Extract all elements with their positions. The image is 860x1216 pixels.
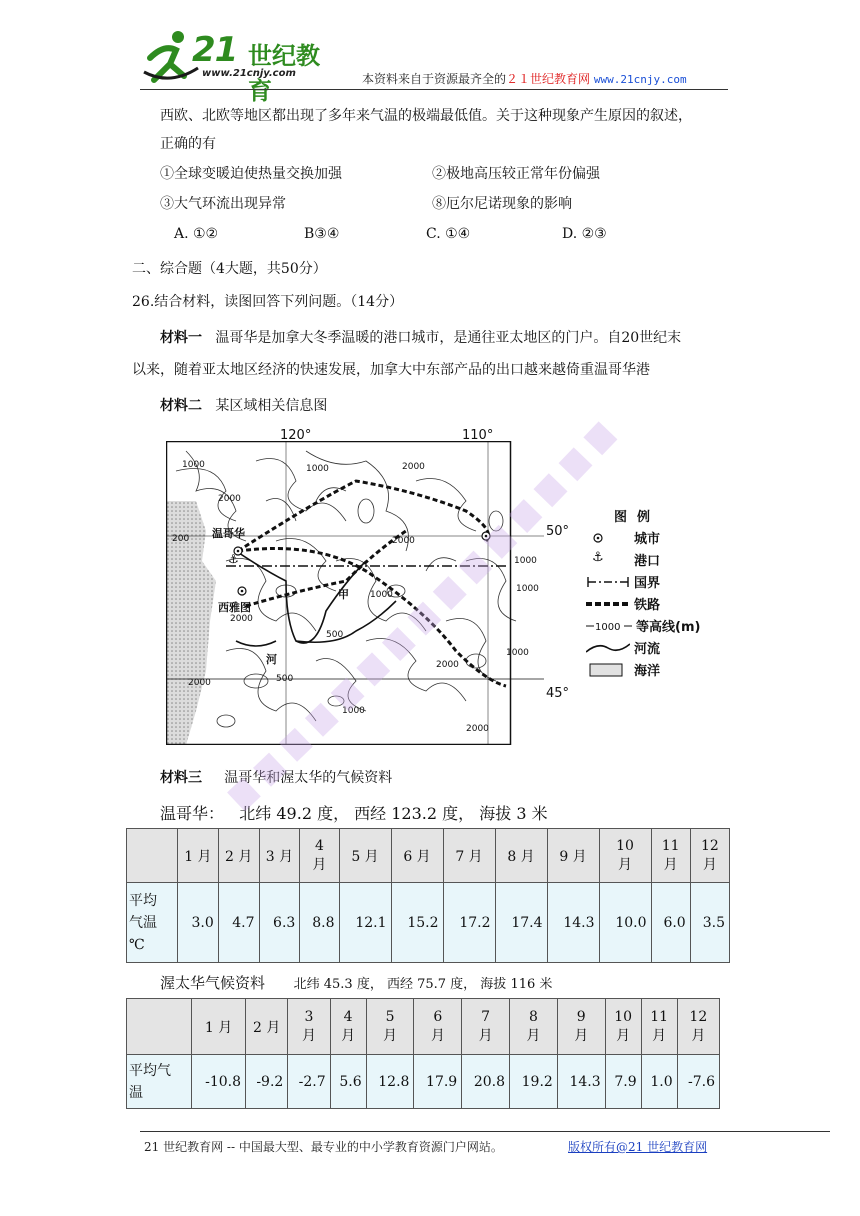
header-divider <box>140 89 728 90</box>
section-heading: 二、综合题（4大题，共50分） <box>132 261 327 277</box>
material1-text-2: 以来，随着亚太地区经济的快速发展，加拿大中东部产品的出口越来越倚重温哥华港 <box>132 362 650 378</box>
temp-cell: 4.7 <box>218 883 259 963</box>
month-header: 3 月 <box>288 999 330 1055</box>
temp-cell: 12.1 <box>339 883 391 963</box>
label-seattle: 西雅图 <box>218 601 251 614</box>
region-map <box>166 441 544 745</box>
table-row <box>127 883 730 963</box>
footer-copyright-link[interactable]: 版权所有@21 世纪教育网 <box>568 1140 708 1154</box>
legend-title: 图例 <box>614 510 661 525</box>
ottawa-climate-table <box>126 998 720 1109</box>
svg-text:2000: 2000 <box>188 678 211 688</box>
header-text <box>362 70 687 87</box>
month-header: 10 月 <box>599 829 651 883</box>
table-corner <box>127 999 192 1055</box>
label-vancouver: 温哥华 <box>212 527 245 540</box>
month-header: 3 月 <box>259 829 300 883</box>
q25-option-1: ①全球变暖迫使热量交换加强 <box>160 166 342 182</box>
temp-cell: 19.2 <box>510 1055 558 1109</box>
temp-cell: -9.2 <box>246 1055 288 1109</box>
temp-cell: 10.0 <box>599 883 651 963</box>
logo-chinese: 世纪教育 <box>248 42 320 105</box>
site-logo <box>140 28 340 105</box>
row-label: 平均 气温 ℃ <box>127 883 178 963</box>
month-header: 8 月 <box>495 829 547 883</box>
month-header: 10 月 <box>605 999 641 1055</box>
month-header: 6 月 <box>391 829 443 883</box>
temp-cell: 6.0 <box>651 883 690 963</box>
svg-text:1000: 1000 <box>370 590 393 600</box>
material2-text: 某区域相关信息图 <box>215 398 328 414</box>
q25-choice-a: A. ①② <box>174 226 219 242</box>
legend-river: 河流 <box>586 638 726 658</box>
q25-option-3: ③大气环流出现异常 <box>160 196 286 212</box>
temp-cell: 6.3 <box>259 883 300 963</box>
temp-cell: 7.9 <box>605 1055 641 1109</box>
material3-text: 温哥华和渥太华的气候资料 <box>224 770 393 786</box>
ocean-icon <box>586 662 630 678</box>
month-header: 9 月 <box>557 999 605 1055</box>
temp-cell: -2.7 <box>288 1055 330 1109</box>
svg-text:2000: 2000 <box>436 660 459 670</box>
svg-text:1000: 1000 <box>506 648 529 658</box>
temp-cell: 17.4 <box>495 883 547 963</box>
month-header: 7 月 <box>443 829 495 883</box>
table-row <box>127 1055 720 1109</box>
month-header: 2 月 <box>218 829 259 883</box>
city-icon <box>586 530 630 546</box>
month-header: 9 月 <box>547 829 599 883</box>
header-site-url[interactable]: www.21cnjy.com <box>593 73 687 86</box>
q25-choice-c: C. ①④ <box>426 226 471 242</box>
legend-city: 城市 <box>586 528 726 548</box>
material3-label: 材料三 <box>160 770 202 786</box>
month-header: 12 月 <box>690 829 729 883</box>
vancouver-climate-table <box>126 828 730 963</box>
contour-icon <box>586 618 632 634</box>
svg-text:2000: 2000 <box>218 494 241 504</box>
svg-text:1000: 1000 <box>595 622 621 633</box>
svg-text:1000: 1000 <box>306 464 329 474</box>
temp-cell: 15.2 <box>391 883 443 963</box>
ottawa-caption-info: 北纬 45.3 度， 西经 75.7 度， 海拔 116 米 <box>293 977 553 992</box>
q25-choice-b: B③④ <box>304 226 340 242</box>
temp-cell: 14.3 <box>557 1055 605 1109</box>
logo-21: 21 <box>192 30 238 70</box>
svg-text:2000: 2000 <box>402 462 425 472</box>
svg-text:500: 500 <box>326 630 344 640</box>
svg-text:500: 500 <box>276 674 294 684</box>
svg-text:1000: 1000 <box>342 706 365 716</box>
svg-text:1000: 1000 <box>516 584 539 594</box>
q25-option-2: ②极地高压较正常年份偏强 <box>432 166 600 182</box>
logo-url: www.21cnjy.com <box>202 68 296 79</box>
material2-label: 材料二 <box>160 398 202 414</box>
row-label: 平均气 温 <box>127 1055 192 1109</box>
q25-option-4: ⑧厄尔尼诺现象的影响 <box>432 196 572 212</box>
month-header: 11 月 <box>641 999 677 1055</box>
legend-contour: 1000 等高线(m) <box>586 616 726 636</box>
svg-text:2000: 2000 <box>230 614 253 624</box>
month-header: 4 月 <box>330 999 366 1055</box>
svg-text:2000: 2000 <box>466 724 489 734</box>
table-corner <box>127 829 178 883</box>
legend-border: 国界 <box>586 572 726 592</box>
temp-cell: -10.8 <box>192 1055 246 1109</box>
svg-text:2000: 2000 <box>392 536 415 546</box>
material1-text-1: 温哥华是加拿大冬季温暖的港口城市，是通往亚太地区的门户。自20世纪末 <box>215 330 682 346</box>
temp-cell: 17.2 <box>443 883 495 963</box>
svg-text:1000: 1000 <box>514 556 537 566</box>
footer-text: 21 世纪教育网 -- 中国最大型、最专业的中小学教育资源门户网站。 <box>144 1140 503 1154</box>
temp-cell: -7.6 <box>677 1055 719 1109</box>
anchor-icon: ⚓ <box>592 550 604 565</box>
lon-label-120: 120° <box>280 428 312 443</box>
river-icon <box>586 640 630 656</box>
railway-icon <box>586 596 630 612</box>
table-header-row <box>127 829 730 883</box>
month-header: 6 月 <box>414 999 462 1055</box>
temp-cell: 1.0 <box>641 1055 677 1109</box>
vancouver-caption-info: 北纬 49.2 度， 西经 123.2 度， 海拔 3 米 <box>239 804 548 823</box>
month-header: 11 月 <box>651 829 690 883</box>
label-river: 河 <box>266 653 277 666</box>
temp-cell: 20.8 <box>462 1055 510 1109</box>
month-header: 1 月 <box>192 999 246 1055</box>
header-prefix: 本资料来自于资源最齐全的 <box>362 72 507 86</box>
label-jia: 甲 <box>338 588 349 601</box>
legend-port: ⚓ 港口 <box>592 550 661 569</box>
temp-cell: 17.9 <box>414 1055 462 1109</box>
month-header: 5 月 <box>339 829 391 883</box>
header-site-name[interactable]: ２１世纪教育网 <box>506 72 591 86</box>
legend-ocean: 海洋 <box>586 660 726 680</box>
border-icon <box>586 574 630 590</box>
lon-label-110: 110° <box>462 428 494 443</box>
q25-line2: 正确的有 <box>160 136 216 152</box>
port-anchor-icon: ⚓ <box>228 552 239 566</box>
month-header: 7 月 <box>462 999 510 1055</box>
svg-text:1000: 1000 <box>182 460 205 470</box>
q25-line1: 西欧、北欧等地区都出现了多年来气温的极端最低值。关于这种现象产生原因的叙述， <box>160 108 692 124</box>
ottawa-caption <box>160 972 552 993</box>
footer-divider <box>140 1131 830 1132</box>
lat-label-50: 50° <box>546 524 570 539</box>
month-header: 2 月 <box>246 999 288 1055</box>
temp-cell: 3.5 <box>690 883 729 963</box>
month-header: 8 月 <box>510 999 558 1055</box>
svg-text:200: 200 <box>172 534 190 544</box>
legend-railway: 铁路 <box>586 594 726 614</box>
material1-label: 材料一 <box>160 330 202 346</box>
month-header: 1 月 <box>178 829 219 883</box>
ottawa-caption-name: 渥太华气候资料 <box>160 974 266 992</box>
month-header: 5 月 <box>366 999 414 1055</box>
vancouver-caption <box>160 801 548 824</box>
temp-cell: 3.0 <box>178 883 219 963</box>
month-header: 12 月 <box>677 999 719 1055</box>
vancouver-caption-name: 温哥华： <box>160 804 225 823</box>
lat-label-45: 45° <box>546 686 570 701</box>
q25-choice-d: D. ②③ <box>562 226 607 242</box>
runner-icon <box>140 28 200 84</box>
temp-cell: 12.8 <box>366 1055 414 1109</box>
table-header-row <box>127 999 720 1055</box>
q26-title: 26.结合材料，读图回答下列问题。（14分） <box>132 294 404 310</box>
temp-cell: 14.3 <box>547 883 599 963</box>
temp-cell: 8.8 <box>300 883 339 963</box>
temp-cell: 5.6 <box>330 1055 366 1109</box>
month-header: 4 月 <box>300 829 339 883</box>
